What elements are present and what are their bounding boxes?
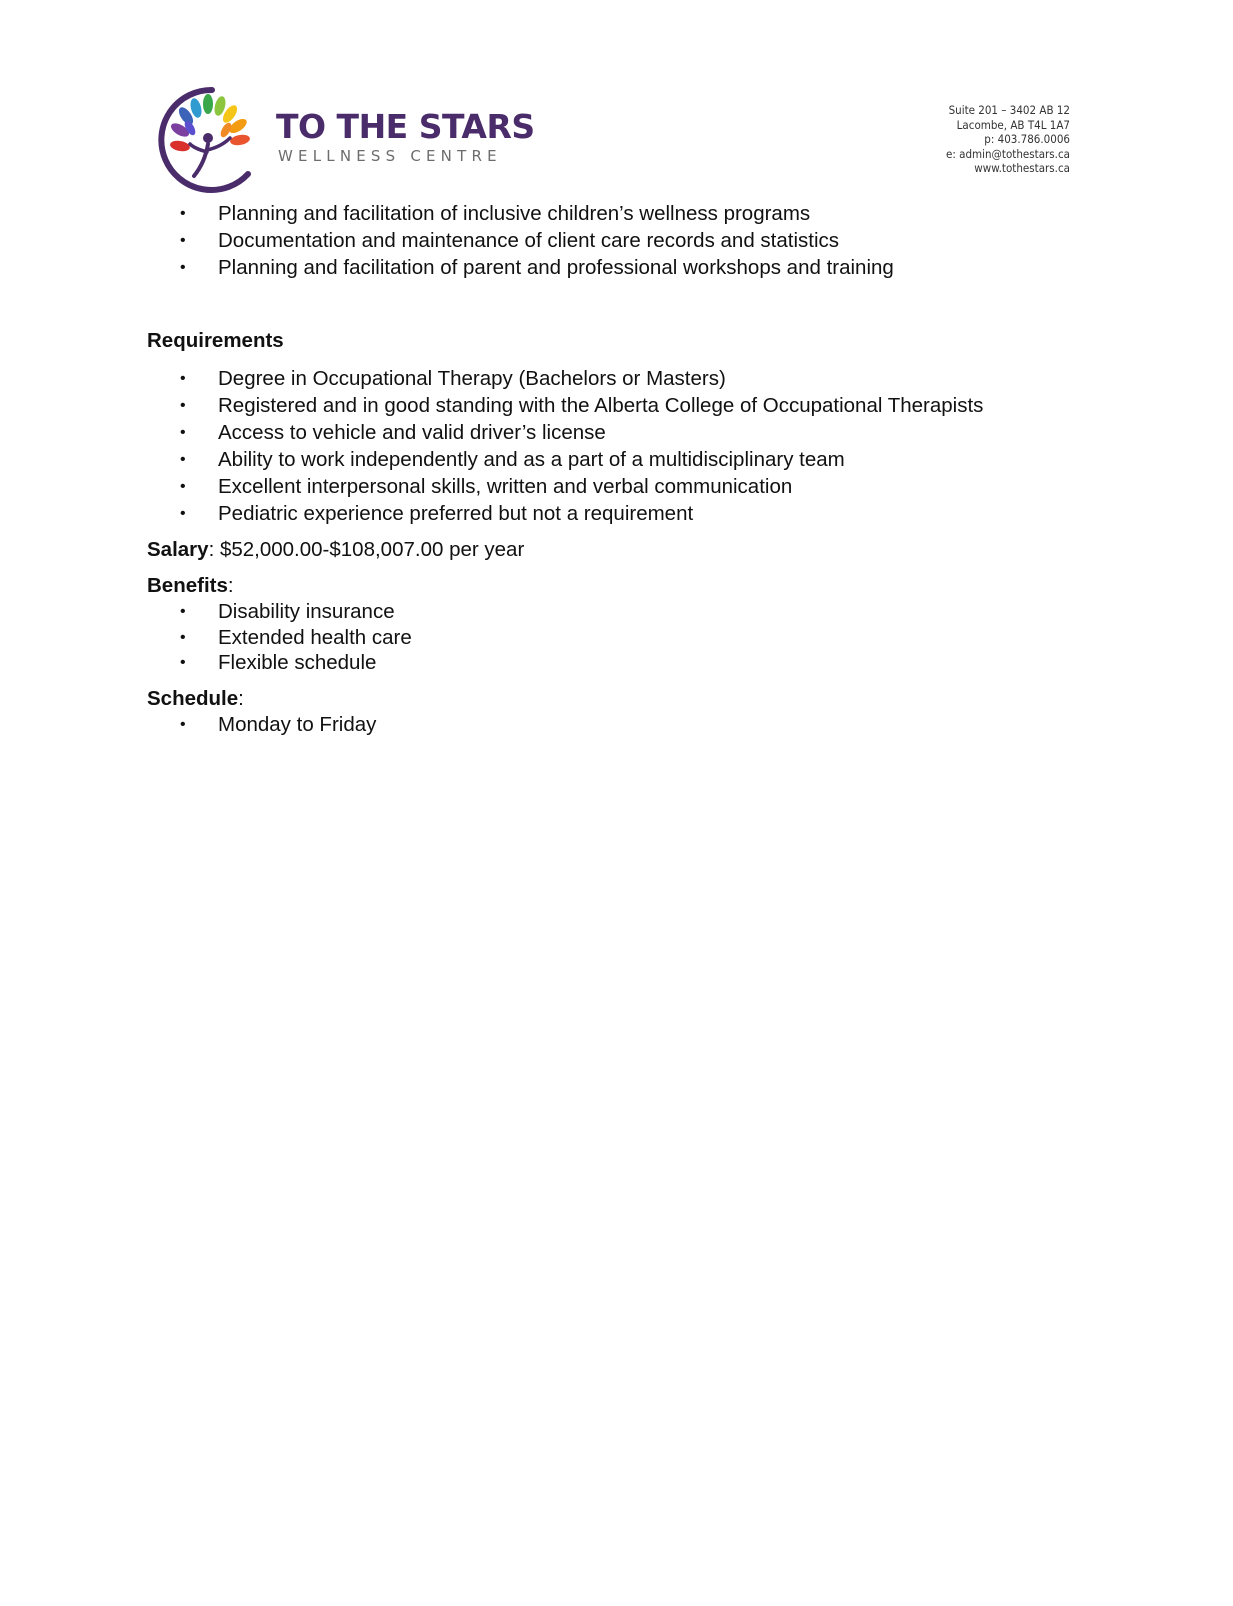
list-item: • Access to vehicle and valid driver’s license — [180, 421, 606, 444]
bullet-icon: • — [180, 715, 186, 733]
bullet-icon: • — [180, 451, 186, 468]
list-item: • Planning and facilitation of inclusive children’s wellness programs — [180, 202, 811, 225]
bullet-icon: • — [180, 232, 186, 249]
list-item: • Extended health care — [180, 625, 412, 649]
address-line-2: Lacombe, AB T4L 1A7 — [956, 117, 1070, 132]
bullet-icon: • — [180, 654, 186, 671]
list-item: • Planning and facilitation of parent and professional workshops and training — [180, 256, 894, 279]
contact-block — [946, 103, 1070, 176]
job-posting-body — [147, 200, 1097, 737]
logo — [150, 80, 560, 195]
list-item: • Registered and in good standing with the Alberta College of Occupational Therapists — [180, 394, 984, 417]
bullet-icon: • — [180, 505, 186, 522]
list-item: • Ability to work independently and as a part of a multidisciplinary team — [180, 448, 845, 471]
list-item: • Monday to Friday — [180, 712, 377, 736]
logo-title: TO THE STARS — [276, 107, 535, 146]
logo-subtitle: WELLNESS CENTRE — [278, 147, 502, 165]
salary-label: Salary — [147, 538, 209, 561]
requirements-heading: Requirements — [147, 329, 284, 352]
bullet-icon: • — [180, 628, 186, 646]
list-item: • Flexible schedule — [180, 651, 377, 674]
list-item: • Degree in Occupational Therapy (Bachelors or Masters) — [180, 367, 726, 390]
bullet-icon: • — [180, 370, 186, 387]
bullet-icon: • — [180, 478, 186, 495]
schedule-heading: Schedule: — [147, 686, 244, 710]
schedule-list — [147, 712, 1097, 738]
list-item: • Excellent interpersonal skills, written and verbal communication — [180, 475, 793, 498]
list-item: • Disability insurance — [180, 600, 395, 623]
salary-value: : $52,000.00-$108,007.00 per year — [208, 538, 525, 561]
requirements-list — [147, 365, 1097, 527]
schedule-label: Schedule — [147, 686, 239, 710]
bullet-icon: • — [180, 397, 186, 414]
address-line-1: Suite 201 – 3402 AB 12 — [948, 103, 1070, 117]
bullet-icon: • — [180, 603, 186, 620]
bullet-icon: • — [180, 205, 186, 222]
salary-line — [147, 536, 1097, 563]
website-url: www.tothestars.ca — [974, 161, 1070, 175]
benefits-heading: Benefits: — [147, 574, 234, 597]
benefits-label: Benefits — [147, 574, 228, 597]
email-address: e: admin@tothestars.ca — [945, 146, 1070, 161]
bullet-icon: • — [180, 424, 186, 441]
list-item: • Documentation and maintenance of client care records and statistics — [180, 229, 840, 252]
list-item: • Pediatric experience preferred but not a requirement — [180, 502, 694, 525]
benefits-list — [147, 599, 1097, 676]
phone-number: p: 403.786.0006 — [984, 132, 1070, 146]
letterhead — [150, 80, 1070, 195]
duties-list — [147, 200, 1097, 281]
tree-logo-icon — [150, 82, 262, 194]
bullet-icon: • — [180, 259, 186, 276]
